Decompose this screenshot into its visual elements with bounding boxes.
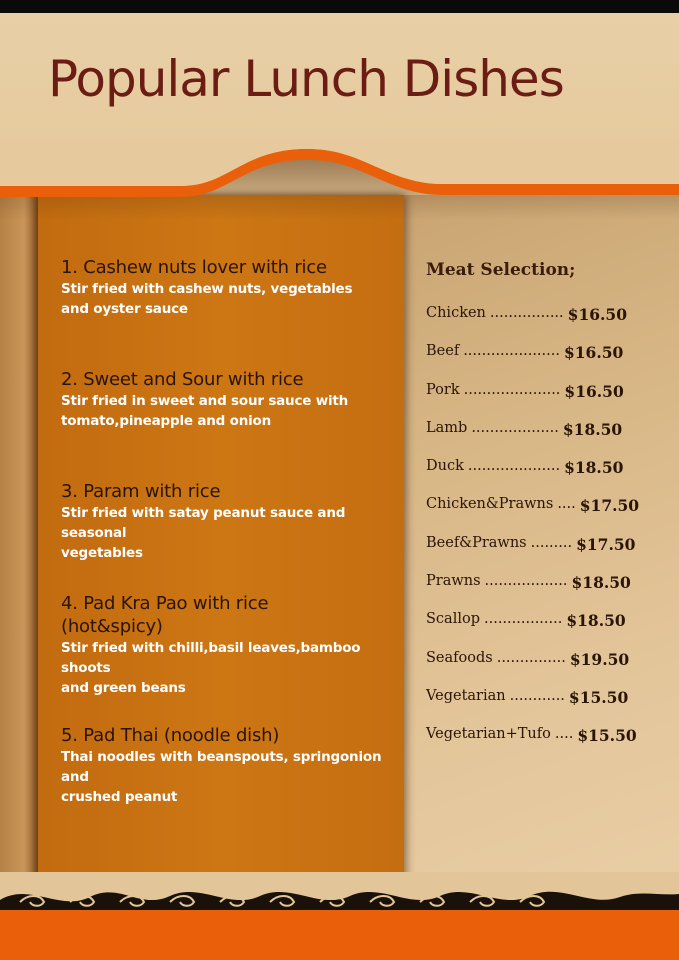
dish-description-line: and green beans: [61, 680, 186, 696]
header-wave-divider: [0, 140, 679, 220]
dish-description-line: and oyster sauce: [61, 301, 188, 317]
meat-price: $19.50: [569, 649, 630, 669]
dish-name-subtitle: (hot&spicy): [61, 616, 163, 637]
leader-dots: ....: [554, 726, 574, 743]
meat-price: $18.50: [571, 573, 631, 593]
meat-name: Beef&Prawns: [426, 534, 527, 551]
meat-name: Seafoods: [426, 649, 493, 666]
leader-dots: ....................: [467, 458, 561, 475]
meat-price-item: [426, 688, 656, 726]
dish-item-1: [61, 256, 396, 319]
meat-price-item: [426, 496, 656, 534]
meat-name: Prawns: [426, 573, 481, 590]
meat-price-item: [426, 343, 656, 381]
dish-description-line: vegetables: [61, 545, 143, 561]
leader-dots: ....: [557, 496, 576, 513]
dish-description-line: crushed peanut: [61, 789, 178, 805]
dish-name: 5. Pad Thai (noodle dish): [61, 725, 280, 746]
dish-item-2: [61, 368, 396, 431]
meat-name: Vegetarian: [426, 687, 506, 704]
page-title: Popular Lunch Dishes: [48, 50, 564, 108]
left-edge-shadow: [0, 195, 40, 885]
meat-price: $16.50: [567, 305, 627, 324]
meat-name: Duck: [426, 458, 464, 475]
meat-price: $18.50: [566, 611, 626, 631]
dish-item-3: [61, 480, 396, 563]
meat-price-item: [426, 305, 656, 343]
meat-name: Vegetarian+Tufo: [426, 726, 551, 743]
meat-price-item: [426, 382, 656, 420]
dish-name: 1. Cashew nuts lover with rice: [61, 257, 327, 278]
meat-price-item: [426, 726, 656, 764]
meat-price: $15.50: [577, 726, 637, 746]
dish-description-line: Stir fried in sweet and sour sauce with: [61, 393, 349, 409]
meat-price-list: [426, 305, 656, 765]
dish-item-5: [61, 724, 396, 807]
meat-price-item: [426, 420, 656, 458]
leader-dots: .........: [530, 534, 573, 551]
leader-dots: ...............: [496, 649, 566, 666]
leader-dots: .................: [484, 611, 563, 628]
meat-name: Chicken&Prawns: [426, 496, 554, 513]
meat-selection-title: Meat Selection;: [426, 260, 576, 280]
meat-price-item: [426, 611, 656, 649]
meat-name: Chicken: [426, 305, 486, 321]
dish-name: 4. Pad Kra Pao with rice: [61, 593, 269, 614]
meat-price-item: [426, 458, 656, 496]
top-black-bar: [0, 0, 679, 13]
meat-price: $17.50: [576, 534, 636, 554]
leader-dots: .....................: [463, 381, 561, 398]
dish-name: 3. Param with rice: [61, 481, 221, 502]
leader-dots: ..................: [484, 573, 568, 590]
dish-description-line: tomato,pineapple and onion: [61, 413, 272, 429]
dish-description-line: Stir fried with cashew nuts, vegetables: [61, 281, 353, 297]
meat-price: $18.50: [564, 458, 624, 478]
dish-description-line: Thai noodles with beanspouts, springonion and: [61, 749, 382, 785]
meat-name: Beef: [426, 343, 460, 360]
meat-price-item: [426, 573, 656, 611]
meat-name: Lamb: [426, 419, 468, 436]
dish-description-line: Stir fried with chilli,basil leaves,bamboo shoots: [61, 640, 361, 676]
meat-name: Pork: [426, 381, 460, 398]
meat-price-item: [426, 650, 656, 688]
meat-price: $16.50: [564, 381, 624, 401]
leader-dots: .....................: [463, 343, 560, 360]
meat-name: Scallop: [426, 611, 480, 628]
leader-dots: ...................: [471, 419, 559, 436]
dish-name: 2. Sweet and Sour with rice: [61, 369, 304, 390]
dish-item-4: [61, 592, 396, 698]
leader-dots: ............: [509, 687, 565, 704]
leader-dots: ................: [489, 305, 564, 321]
meat-price: $15.50: [568, 687, 629, 707]
meat-price: $16.50: [563, 343, 624, 363]
thai-pattern-border: [0, 872, 679, 917]
meat-price: $18.50: [562, 419, 623, 439]
meat-price: $17.50: [579, 496, 640, 516]
dish-description-line: Stir fried with satay peanut sauce and seasonal: [61, 505, 346, 541]
meat-price-item: [426, 535, 656, 573]
